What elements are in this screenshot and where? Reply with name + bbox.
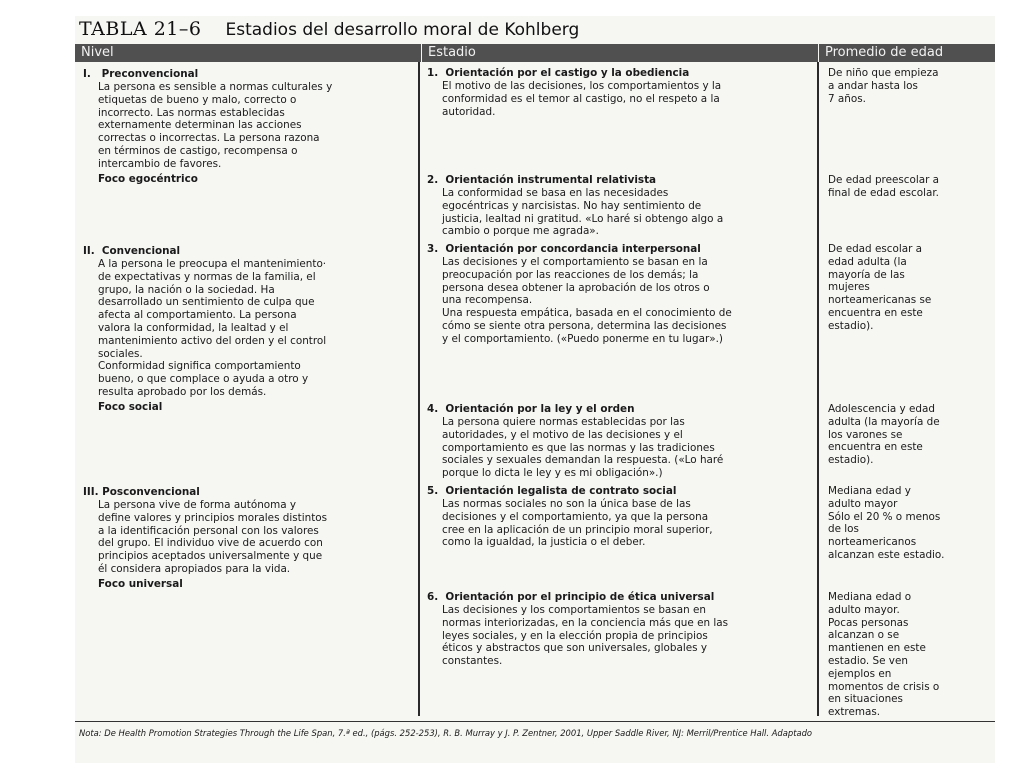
level-focus: Foco egocéntrico <box>98 172 198 185</box>
table-number: TABLA 21–6 <box>79 18 202 40</box>
level-focus: Foco social <box>98 400 163 413</box>
header-promedio-edad: Promedio de edad <box>819 44 995 62</box>
stage-4 <box>427 403 723 480</box>
stage-4-age <box>828 403 940 467</box>
level-convencional <box>83 245 326 414</box>
level-description: A la persona le preocupa el mantenimiento· de expectativas y normas de la familia, el grupo, la nación o la sociedad. Ha desarrollado un sentimiento de culpa que afecta al comportamiento. La persona valora la conformidad, la lealtad y el mantenimiento activo del orden y el control sociales. Conformidad significa comportamiento bueno, o que complace o ayuda a otro y resulta aprobado por los demás. <box>98 258 327 398</box>
age-text: Mediana edad y adulto mayor Sólo el 20 % o menos de los norteamericanos alcanzan este estadio. <box>828 485 945 561</box>
stage-heading: 3. Orientación por concordancia interpersonal <box>427 243 701 255</box>
header-estadio: Estadio <box>422 44 818 62</box>
stage-description: Las decisiones y los comportamientos se basan en normas interiorizadas, en la conciencia más que en las leyes sociales, y en la elección propia de principios éticos y abstractos que son universales, globales y constantes. <box>442 604 729 668</box>
column-divider <box>418 62 420 716</box>
stage-1 <box>427 67 721 118</box>
stage-heading: 5. Orientación legalista de contrato social <box>427 485 677 497</box>
level-heading: I. Preconvencional <box>83 68 199 80</box>
stage-description: La conformidad se basa en las necesidades egocéntricas y narcisistas. No hay sentimiento de justicia, lealtad ni gratitud. «Lo haré si obtengo algo a cambio o porque me agrada». <box>442 187 724 238</box>
stage-heading: 6. Orientación por el principio de ética universal <box>427 591 715 603</box>
age-text: De edad preescolar a final de edad escolar. <box>828 174 940 199</box>
scanned-table-page <box>75 16 995 763</box>
stage-5 <box>427 485 713 549</box>
source-note: Nota: De Health Promotion Strategies Through the Life Span, 7.ª ed., (págs. 252-253), R. B. Murray y J. P. Zentner, 2001, Upper Saddle River, NJ: Merril/Prentice Hall. Adaptado <box>79 728 813 738</box>
age-text: Mediana edad o adulto mayor. Pocas personas alcanzan o se mantienen en este estadio. Se ven ejemplos en momentos de crisis o en situaciones extremas. <box>828 591 940 719</box>
stage-2-age <box>828 174 939 200</box>
level-focus: Foco universal <box>98 577 183 590</box>
stage-description: La persona quiere normas establecidas por las autoridades, y el motivo de las decisiones y el comportamiento es que las normas y las tradiciones sociales y sexuales demandan la respuesta. («Lo haré porque lo dicta le ley y es mi obligación».) <box>442 416 724 480</box>
age-text: De edad escolar a edad adulta (la mayoría de las mujeres norteamericanas se encuentra en este estadio). <box>828 243 932 332</box>
stage-heading: 4. Orientación por la ley y el orden <box>427 403 635 415</box>
level-description: La persona es sensible a normas culturales y etiquetas de bueno y malo, correcto o incorrecto. Las normas establecidas externamente determinan las acciones correctas o incorrectas. La persona razona en términos de castigo, recompensa o intercambio de favores. <box>98 81 333 170</box>
age-text: De niño que empieza a andar hasta los 7 años. <box>828 67 939 105</box>
stage-description: Las normas sociales no son la única base de las decisiones y el comportamiento, ya que la persona cree en la aplicación de un principio moral superior, como la igualdad, la justicia o el deber. <box>442 498 713 549</box>
age-text: Adolescencia y edad adulta (la mayoría de los varones se encuentra en este estadio). <box>828 403 940 467</box>
stage-3 <box>427 243 732 346</box>
level-posconvencional <box>83 486 327 591</box>
table-name: Estadios del desarrollo moral de Kohlberg <box>225 20 580 40</box>
stage-3-age <box>828 243 931 333</box>
table-bottom-rule <box>75 721 995 722</box>
stage-description: El motivo de las decisiones, los comportamientos y la conformidad es el temor al castigo, no el respeto a la autoridad. <box>442 80 722 118</box>
stage-6-age <box>828 591 939 719</box>
stage-1-age <box>828 67 939 105</box>
level-description: La persona vive de forma autónoma y define valores y principios morales distintos a la identificación personal con los valores del grupo. El individuo vive de acuerdo con principios aceptados universalmente y que él considera apropiados para la vida. <box>98 499 328 575</box>
stage-heading: 2. Orientación instrumental relativista <box>427 174 657 186</box>
stage-2 <box>427 174 723 238</box>
stage-6 <box>427 591 728 668</box>
table-title <box>79 18 579 46</box>
header-nivel: Nivel <box>75 44 421 62</box>
stage-description: Las decisiones y el comportamiento se basan en la preocupación por las reacciones de los demás; la persona desea obtener la aprobación de los otros o una recompensa. Una respuesta empática, basada en el conocimiento de cómo se siente otra persona, determina las decisiones y el comportamiento. («Puedo ponerme en tu lugar».) <box>442 256 732 345</box>
level-heading: III. Posconvencional <box>83 486 200 498</box>
column-divider <box>817 62 819 716</box>
level-heading: II. Convencional <box>83 245 181 257</box>
stage-5-age <box>828 485 944 562</box>
level-preconvencional <box>83 68 332 186</box>
stage-heading: 1. Orientación por el castigo y la obediencia <box>427 67 690 79</box>
